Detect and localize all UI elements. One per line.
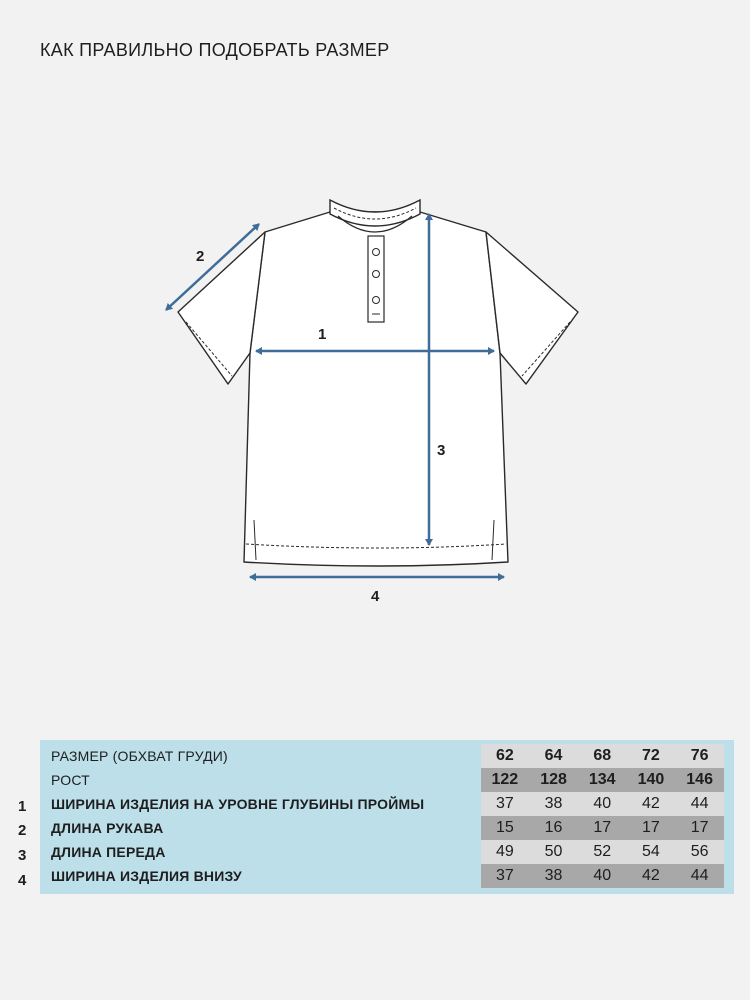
row-number-3: 3 bbox=[18, 847, 27, 864]
measure-value: 15 bbox=[481, 816, 530, 840]
measure-value: 37 bbox=[481, 792, 530, 816]
measure-value: 17 bbox=[578, 816, 627, 840]
size-value: 68 bbox=[578, 740, 627, 768]
height-value: 140 bbox=[627, 768, 676, 792]
page-title: КАК ПРАВИЛЬНО ПОДОБРАТЬ РАЗМЕР bbox=[40, 40, 390, 60]
size-value: 72 bbox=[627, 740, 676, 768]
height-value: 128 bbox=[529, 768, 578, 792]
measure-value: 40 bbox=[578, 864, 627, 894]
measure-value: 44 bbox=[675, 792, 734, 816]
measure-value: 38 bbox=[529, 792, 578, 816]
measure-value: 37 bbox=[481, 864, 530, 894]
height-value: 122 bbox=[481, 768, 530, 792]
table-row bbox=[40, 864, 734, 894]
height-value: 146 bbox=[675, 768, 734, 792]
measure-name: ДЛИНА РУКАВА bbox=[40, 816, 459, 840]
measure-value: 38 bbox=[529, 864, 578, 894]
measure-value: 16 bbox=[529, 816, 578, 840]
row-number-1: 1 bbox=[18, 798, 27, 815]
table-row bbox=[40, 840, 734, 864]
height-label: РОСТ bbox=[40, 768, 459, 792]
table-row bbox=[40, 792, 734, 816]
measure-value: 42 bbox=[627, 792, 676, 816]
height-value: 134 bbox=[578, 768, 627, 792]
size-value: 62 bbox=[481, 740, 530, 768]
table-row-height bbox=[40, 768, 734, 792]
measure-value: 52 bbox=[578, 840, 627, 864]
measure-name: ШИРИНА ИЗДЕЛИЯ ВНИЗУ bbox=[40, 864, 459, 894]
measure-value: 44 bbox=[675, 864, 734, 894]
size-table bbox=[40, 740, 734, 894]
measure-value: 54 bbox=[627, 840, 676, 864]
size-value: 76 bbox=[675, 740, 734, 768]
size-label: РАЗМЕР (ОБХВАТ ГРУДИ) bbox=[40, 740, 459, 768]
table-row-size bbox=[40, 740, 734, 768]
measure-value: 17 bbox=[675, 816, 734, 840]
measure-value: 42 bbox=[627, 864, 676, 894]
measure-value: 40 bbox=[578, 792, 627, 816]
measure-label-4: 4 bbox=[371, 588, 380, 605]
measure-value: 17 bbox=[627, 816, 676, 840]
row-number-4: 4 bbox=[18, 872, 27, 889]
measure-label-1: 1 bbox=[318, 326, 327, 343]
size-value: 64 bbox=[529, 740, 578, 768]
measure-value: 50 bbox=[529, 840, 578, 864]
measure-value: 56 bbox=[675, 840, 734, 864]
table-row bbox=[40, 816, 734, 840]
measure-name: ДЛИНА ПЕРЕДА bbox=[40, 840, 459, 864]
measure-name: ШИРИНА ИЗДЕЛИЯ НА УРОВНЕ ГЛУБИНЫ ПРОЙМЫ bbox=[40, 792, 459, 816]
measure-value: 49 bbox=[481, 840, 530, 864]
measure-label-2: 2 bbox=[196, 248, 205, 265]
measure-label-3: 3 bbox=[437, 442, 446, 459]
row-number-2: 2 bbox=[18, 822, 27, 839]
